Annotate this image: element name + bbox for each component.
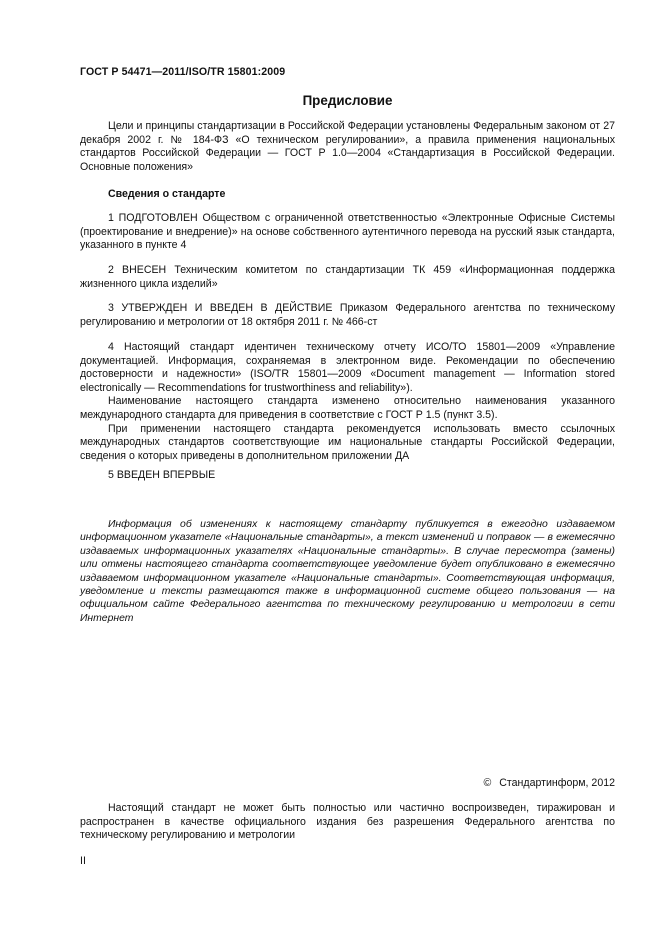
item-3-approved: 3 УТВЕРЖДЕН И ВВЕДЕН В ДЕЙСТВИЕ Приказом Федерального агентства по техническому регулированию и метрологии от 18 октября 2011 г. № 466-ст [80,302,615,328]
item-4-references: При применении настоящего стандарта рекомендуется использовать вместо ссылочных международных стандартов соответствующие им национальные стандарты Российской Федерации, сведения о которых приведены в дополнительном приложении ДА [80,422,615,462]
item-4-identical: 4 Настоящий стандарт идентичен техническому отчету ИСО/ТО 15801—2009 «Управление документацией. Информация, сохраняемая в электронном виде. Рекомендации по обеспечению достоверности и надежности» (ISO/TR 15801—2009 «Document management — Information stored electronically — Recommendations for trustworthiness and reliability»). [80,341,615,394]
item-4-block [80,341,615,463]
item-3-block [80,302,615,329]
copyright-line [483,777,615,789]
reproduction-notice: Настоящий стандарт не может быть полностью или частично воспроизведен, тиражирован и распространен в качестве официального издания без разрешения Федерального агентства по техническому регулированию и метрологии [80,802,615,842]
foreword-intro-block [80,120,615,174]
item-2-block [80,264,615,291]
standard-info-subtitle: Сведения о стандарте [108,188,226,200]
page-number: II [80,855,86,867]
copyright-icon: © [483,777,492,789]
item-5-block [80,469,615,483]
foreword-title: Предисловие [302,93,393,108]
copyright-holder: Стандартинформ, 2012 [499,777,615,789]
item-1-prepared: 1 ПОДГОТОВЛЕН Обществом с ограниченной ответственностью «Электронные Офисные Системы (проектирование и внедрение)» на основе собственного аутентичного перевода на русский язык стандарта, указанного в пункте 4 [80,212,615,252]
item-5-first-introduced: 5 ВВЕДЕН ВПЕРВЫЕ [108,469,216,481]
foreword-intro: Цели и принципы стандартизации в Российской Федерации установлены Федеральным законом от 27 декабря 2002 г. № 184-ФЗ «О техническом регулировании», а правила применения национальных стандартов Российской Федерации — ГОСТ Р 1.0—2004 «Стандартизация в Российской Федерации. Основные положения» [80,120,615,173]
standard-code-header: ГОСТ Р 54471—2011/ISO/TR 15801:2009 [80,66,286,78]
changes-information-notice: Информация об изменениях к настоящему стандарту публикуется в ежегодно издаваемом информационном указателе «Национальные стандарты», а текст изменений и поправок — в ежемесячно издаваемых информационных указателях «Национальные стандарты». В случае пересмотра (замены) или отмены настоящего стандарта соответствующее уведомление будет опубликовано в ежемесячно издаваемом информационном указателе «Национальные стандарты». Соответствующая информация, уведомление и тексты размещаются также в информационной системе общего пользования — на официальном сайте Федерального агентства по техническому регулированию и метрологии в сети Интернет [80,519,615,624]
item-4-name-change: Наименование настоящего стандарта изменено относительно наименования указанного международного стандарта для приведения в соответствие с ГОСТ Р 1.5 (пункт 3.5). [80,395,615,421]
item-2-introduced: 2 ВНЕСЕН Техническим комитетом по стандартизации ТК 459 «Информационная поддержка жизненного цикла изделий» [80,264,615,290]
item-1-block [80,212,615,253]
